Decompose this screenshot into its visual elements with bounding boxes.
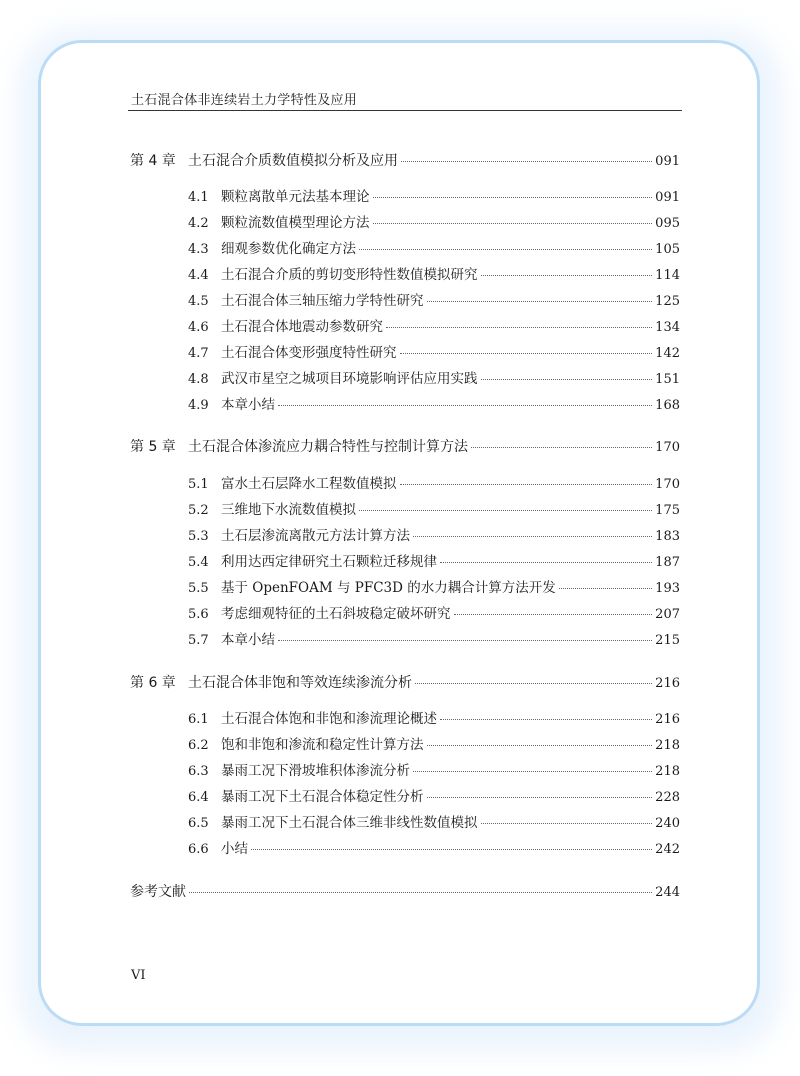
section-number: 4.4: [188, 268, 209, 283]
page-number: 175: [655, 503, 680, 518]
section-number: 5.2: [188, 503, 209, 518]
toc-section[interactable]: [188, 291, 680, 311]
page-number: 134: [655, 320, 680, 335]
page-number: 125: [655, 294, 680, 309]
toc-section[interactable]: [188, 735, 680, 755]
dot-leader: [413, 536, 652, 537]
section-title: 颗粒流数值模型理论方法: [221, 215, 370, 231]
dot-leader: [400, 353, 653, 354]
section-number: 6.3: [188, 764, 209, 779]
toc-section[interactable]: [188, 526, 680, 546]
chapter-number: 第 4 章: [130, 153, 176, 169]
page-number: 170: [655, 477, 680, 492]
page-number: 218: [655, 764, 680, 779]
section-number: 5.3: [188, 529, 209, 544]
section-title: 暴雨工况下滑坡堆积体渗流分析: [221, 763, 410, 779]
dot-leader: [481, 275, 653, 276]
dot-leader: [359, 510, 652, 511]
toc-section[interactable]: [188, 500, 680, 520]
chapter-title: 土石混合体非饱和等效连续渗流分析: [188, 675, 412, 691]
section-number: 4.8: [188, 372, 209, 387]
header-rule: [128, 110, 682, 111]
section-title: 考虑细观特征的土石斜坡稳定破坏研究: [221, 606, 451, 622]
dot-leader: [373, 223, 653, 224]
dot-leader: [471, 447, 652, 448]
section-number: 6.1: [188, 712, 209, 727]
section-title: 土石混合体饱和非饱和渗流理论概述: [221, 711, 437, 727]
dot-leader: [359, 249, 652, 250]
toc-section[interactable]: [188, 552, 680, 572]
section-number: 4.6: [188, 320, 209, 335]
section-title: 土石混合体地震动参数研究: [221, 319, 383, 335]
toc-section[interactable]: [188, 709, 680, 729]
chapter-title: 土石混合介质数值模拟分析及应用: [188, 153, 398, 169]
page-number: 240: [655, 816, 680, 831]
page-number: 193: [655, 581, 680, 596]
section-number: 6.5: [188, 816, 209, 831]
section-title: 利用达西定律研究土石颗粒迁移规律: [221, 554, 437, 570]
section-number: 6.6: [188, 842, 209, 857]
toc-section[interactable]: [188, 630, 680, 650]
toc-section[interactable]: [188, 213, 680, 233]
section-title: 三维地下水流数值模拟: [221, 502, 356, 518]
section-title: 本章小结: [221, 632, 275, 648]
toc-section[interactable]: [188, 317, 680, 337]
toc-section[interactable]: [188, 343, 680, 363]
page-number: 170: [655, 440, 680, 455]
dot-leader: [427, 797, 653, 798]
section-number: 4.3: [188, 242, 209, 257]
toc-section[interactable]: [188, 604, 680, 624]
toc-section[interactable]: [188, 187, 680, 207]
page-number: 142: [655, 346, 680, 361]
chapter-number: 第 6 章: [130, 675, 176, 691]
page-number: 091: [655, 154, 680, 169]
dot-leader: [400, 484, 653, 485]
dot-leader: [440, 562, 652, 563]
toc-section[interactable]: [188, 239, 680, 259]
chapter-title: 土石混合体渗流应力耦合特性与控制计算方法: [188, 439, 468, 455]
section-title: 暴雨工况下土石混合体稳定性分析: [221, 789, 424, 805]
section-number: 6.4: [188, 790, 209, 805]
toc-chapter-5[interactable]: [130, 437, 680, 457]
dot-leader: [278, 640, 652, 641]
section-title: 土石混合介质的剪切变形特性数值模拟研究: [221, 267, 478, 283]
page-number: 242: [655, 842, 680, 857]
section-number: 4.1: [188, 190, 209, 205]
section-title: 土石混合体变形强度特性研究: [221, 345, 397, 361]
section-title: 本章小结: [221, 397, 275, 413]
dot-leader: [481, 823, 653, 824]
dot-leader: [401, 161, 652, 162]
toc-section[interactable]: [188, 578, 680, 598]
page-number: 218: [655, 738, 680, 753]
section-title: 土石层渗流离散元方法计算方法: [221, 528, 410, 544]
section-title: 武汉市星空之城项目环境影响评估应用实践: [221, 371, 478, 387]
toc-section[interactable]: [188, 839, 680, 859]
toc-references[interactable]: [130, 882, 680, 902]
section-number: 5.1: [188, 477, 209, 492]
page-number: 216: [655, 712, 680, 727]
page-number: 216: [655, 676, 680, 691]
page-folio: VI: [131, 968, 146, 983]
toc-section[interactable]: [188, 369, 680, 389]
page-number: 183: [655, 529, 680, 544]
section-title: 饱和非饱和渗流和稳定性计算方法: [221, 737, 424, 753]
section-number: 5.4: [188, 555, 209, 570]
dot-leader: [481, 379, 653, 380]
page-number: 244: [655, 885, 680, 900]
toc-section[interactable]: [188, 813, 680, 833]
dot-leader: [413, 771, 652, 772]
section-number: 5.6: [188, 607, 209, 622]
section-title: 基于 OpenFOAM 与 PFC3D 的水力耦合计算方法开发: [221, 580, 556, 596]
section-number: 5.5: [188, 581, 209, 596]
page-number: 168: [655, 398, 680, 413]
dot-leader: [251, 849, 652, 850]
dot-leader: [278, 405, 652, 406]
toc-chapter-6[interactable]: [130, 673, 680, 693]
toc-section[interactable]: [188, 474, 680, 494]
section-number: 4.7: [188, 346, 209, 361]
page-number: 207: [655, 607, 680, 622]
section-title: 颗粒离散单元法基本理论: [221, 189, 370, 205]
dot-leader: [454, 614, 653, 615]
chapter-number: 第 5 章: [130, 439, 176, 455]
toc-section[interactable]: [188, 787, 680, 807]
dot-leader: [386, 327, 652, 328]
references-title: 参考文献: [130, 884, 186, 900]
section-title: 小结: [221, 841, 248, 857]
section-number: 5.7: [188, 633, 209, 648]
section-title: 土石混合体三轴压缩力学特性研究: [221, 293, 424, 309]
page-number: 105: [655, 242, 680, 257]
page-number: 114: [655, 268, 680, 283]
toc-section[interactable]: [188, 395, 680, 415]
dot-leader: [373, 197, 653, 198]
section-number: 4.2: [188, 216, 209, 231]
dot-leader: [415, 683, 652, 684]
section-number: 6.2: [188, 738, 209, 753]
dot-leader: [440, 719, 652, 720]
dot-leader: [559, 588, 652, 589]
page-number: 228: [655, 790, 680, 805]
page-number: 095: [655, 216, 680, 231]
page-number: 151: [655, 372, 680, 387]
toc-section[interactable]: [188, 761, 680, 781]
dot-leader: [427, 745, 653, 746]
dot-leader: [189, 892, 652, 893]
running-head: 土石混合体非连续岩土力学特性及应用: [131, 93, 358, 108]
page-number: 187: [655, 555, 680, 570]
section-title: 暴雨工况下土石混合体三维非线性数值模拟: [221, 815, 478, 831]
dot-leader: [427, 301, 653, 302]
page-number: 215: [655, 633, 680, 648]
toc-chapter-4[interactable]: [130, 151, 680, 171]
section-number: 4.9: [188, 398, 209, 413]
section-title: 富水土石层降水工程数值模拟: [221, 476, 397, 492]
section-number: 4.5: [188, 294, 209, 309]
section-title: 细观参数优化确定方法: [221, 241, 356, 257]
page-number: 091: [655, 190, 680, 205]
toc-section[interactable]: [188, 265, 680, 285]
